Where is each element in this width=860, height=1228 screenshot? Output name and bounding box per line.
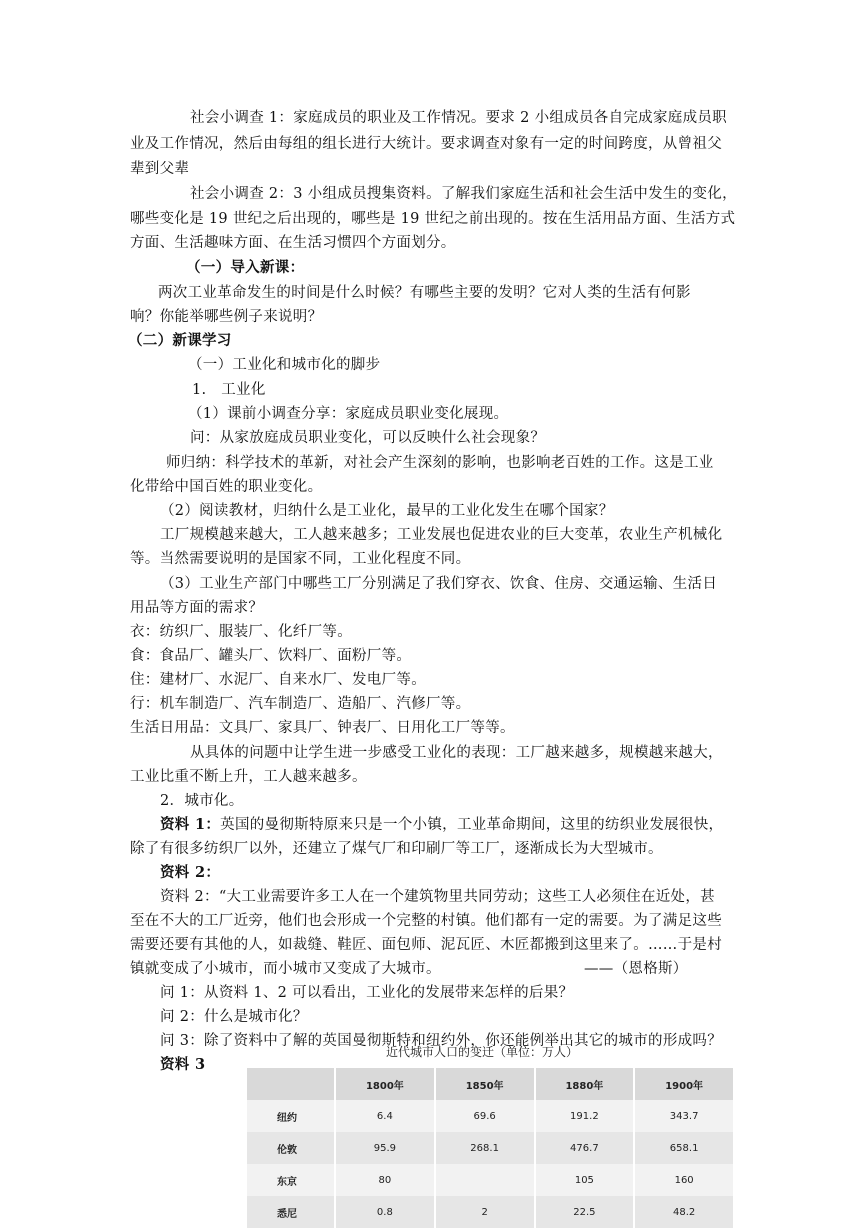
table-row — [247, 1100, 734, 1132]
material-1-text: 英国的曼彻斯特原来只是一个小镇，工业革命期间，这里的纺织业发展很快， — [220, 817, 724, 833]
table-cell: 22.5 — [535, 1196, 635, 1228]
material-2-label: 资料 2： — [160, 864, 221, 881]
material-2-line-3: 需要还要有其他的人，如裁缝、鞋匠、面包师、泥瓦匠、木匠都搬到这里来了。……于是村 — [130, 937, 722, 953]
intro-question-line-2: 响？你能举哪些例子来说明？ — [130, 309, 323, 325]
table-caption: 近代城市人口的变迁（单位：万人） — [386, 1045, 579, 1059]
material-1-line-2: 除了有很多纺织厂以外，还建立了煤气厂和印刷厂等工厂，逐渐成长为大型城市。 — [130, 841, 663, 857]
table-cell: 105 — [535, 1164, 635, 1196]
table-cell: 343.7 — [634, 1100, 734, 1132]
question-2: 问 2：什么是城市化？ — [160, 1009, 308, 1025]
factory-growth-line-1: 工厂规模越来越大，工人越来越多；工业发展也促进农业的巨大变革，农业生产机械化 — [160, 527, 723, 543]
table-cell-city: 东京 — [247, 1164, 335, 1196]
survey-2-line-3: 方面、生活趣味方面、在生活习惯四个方面划分。 — [130, 235, 456, 251]
list-item-daily-goods: 生活日用品：文具厂、家具厂、钟表厂、日用化工厂等等。 — [130, 720, 515, 736]
reading-task: （2）阅读教材，归纳什么是工业化，最早的工业化发生在哪个国家？ — [160, 503, 614, 519]
city-population-table — [247, 1068, 735, 1228]
table-cell: 69.6 — [435, 1100, 535, 1132]
material-1-label: 资料 1： — [160, 816, 221, 833]
industrialization-summary-line-2: 工业比重不断上升，工人越来越多。 — [130, 769, 367, 785]
table-cell: 80 — [335, 1164, 435, 1196]
table-header-1900: 1900年 — [634, 1068, 734, 1100]
question-job-change: 问：从家放庭成员职业变化，可以反映什么社会现象？ — [190, 430, 546, 446]
heading-industrialization: 1. 工业化 — [192, 382, 266, 398]
industry-question-line-2: 用品等方面的需求？ — [130, 600, 264, 616]
table-cell: 476.7 — [535, 1132, 635, 1164]
table-header-1800: 1800年 — [335, 1068, 435, 1100]
survey-2-line-2: 哪些变化是 19 世纪之后出现的，哪些是 19 世纪之前出现的。按在生活用品方面、生活方式 — [130, 211, 736, 227]
intro-question-line-1: 两次工业革命发生的时间是什么时候？有哪些主要的发明？它对人类的生活有何影 — [158, 285, 691, 301]
table-cell-city: 伦敦 — [247, 1132, 335, 1164]
material-3-label: 资料 3 — [160, 1056, 206, 1073]
factory-growth-line-2: 等。当然需要说明的是国家不同，工业化程度不同。 — [130, 551, 471, 567]
table-row — [247, 1196, 734, 1228]
table-header-1880: 1880年 — [535, 1068, 635, 1100]
question-3: 问 3：除了资料中了解的英国曼彻斯特和纽约外，你还能例举出其它的城市的形成吗？ — [160, 1033, 723, 1049]
table-cell-city: 悉尼 — [247, 1196, 335, 1228]
survey-1-line-2: 业及工作情况，然后由每组的组长进行大统计。要求调查对象有一定的时间跨度，从曾祖父 — [130, 136, 722, 152]
table-cell: 658.1 — [634, 1132, 734, 1164]
survey-share: （1）课前小调查分享：家庭成员职业变化展现。 — [188, 406, 509, 422]
industrialization-summary-line-1: 从具体的问题中让学生进一步感受工业化的表现：工厂越来越多，规模越来越大， — [190, 745, 723, 761]
heading-industrialization-urbanization: （一）工业化和城市化的脚步 — [188, 357, 381, 373]
heading-urbanization: 2．城市化。 — [160, 793, 244, 809]
question-1: 问 1：从资料 1、2 可以看出，工业化的发展带来怎样的后果？ — [160, 985, 574, 1001]
list-item-housing: 住：建材厂、水泥厂、自来水厂、发电厂等。 — [130, 672, 426, 688]
table-cell — [435, 1164, 535, 1196]
material-2-line-2: 至在不大的工厂近旁，他们也会形成一个完整的村镇。他们都有一定的需要。为了满足这些 — [130, 913, 722, 929]
table-cell: 160 — [634, 1164, 734, 1196]
table-cell: 6.4 — [335, 1100, 435, 1132]
table-cell: 2 — [435, 1196, 535, 1228]
table-cell: 95.9 — [335, 1132, 435, 1164]
table-header-row — [247, 1068, 734, 1100]
heading-intro: （一）导入新课： — [186, 259, 305, 276]
survey-1-line-3: 辈到父辈 — [130, 161, 190, 177]
material-2-line-1: 资料 2：“大工业需要许多工人在一个建筑物里共同劳动；这些工人必须住在近处，甚 — [160, 889, 715, 905]
material-1-line-1 — [160, 815, 723, 835]
table-header-1850: 1850年 — [435, 1068, 535, 1100]
table-header-corner — [247, 1068, 335, 1100]
material-2-line-4: 镇就变成了小城市，而小城市又变成了大城市。 — [130, 961, 441, 977]
survey-2-line-1: 社会小调查 2：3 小组成员搜集资料。了解我们家庭生活和社会生活中发生的变化， — [190, 186, 737, 202]
survey-1-line-1: 社会小调查 1：家庭成员的职业及工作情况。要求 2 小组成员各自完成家庭成员职 — [190, 110, 727, 126]
teacher-summary-line-1: 师归纳：科学技术的革新，对社会产生深刻的影响，也影响老百姓的工作。这是工业 — [166, 455, 714, 471]
material-2-source: ——（恩格斯） — [584, 961, 688, 977]
table-cell: 0.8 — [335, 1196, 435, 1228]
table-cell: 191.2 — [535, 1100, 635, 1132]
list-item-transport: 行：机车制造厂、汽车制造厂、造船厂、汽修厂等。 — [130, 696, 471, 712]
table-row — [247, 1132, 734, 1164]
list-item-food: 食：食品厂、罐头厂、饮料厂、面粉厂等。 — [130, 648, 412, 664]
industry-question-line-1: （3）工业生产部门中哪些工厂分别满足了我们穿衣、饮食、住房、交通运输、生活日 — [160, 576, 718, 592]
table-row — [247, 1164, 734, 1196]
teacher-summary-line-2: 化带给中国百姓的职业变化。 — [130, 479, 323, 495]
heading-new-lesson: （二）新课学习 — [128, 332, 232, 349]
table-cell: 268.1 — [435, 1132, 535, 1164]
table-cell-city: 纽约 — [247, 1100, 335, 1132]
table-cell: 48.2 — [634, 1196, 734, 1228]
list-item-clothing: 衣：纺织厂、服装厂、化纤厂等。 — [130, 624, 352, 640]
